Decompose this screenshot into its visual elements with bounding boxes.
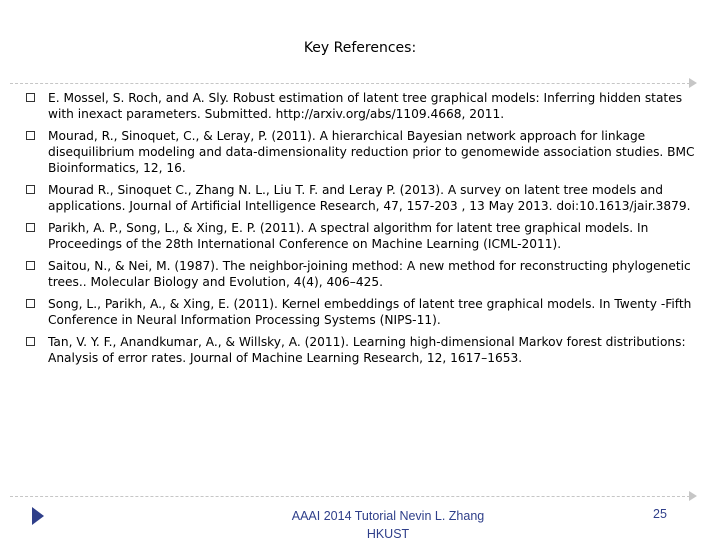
page-number: 25 xyxy=(653,507,667,521)
footer-line: AAAI 2014 Tutorial Nevin L. Zhang xyxy=(291,509,485,523)
divider-arrow-icon xyxy=(689,491,697,501)
slide-title: Key References: xyxy=(303,40,417,56)
checkbox-bullet-icon xyxy=(26,93,35,102)
checkbox-bullet-icon xyxy=(26,185,35,194)
top-divider xyxy=(10,83,690,84)
reference-item xyxy=(26,220,696,252)
checkbox-bullet-icon xyxy=(26,223,35,232)
checkbox-bullet-icon xyxy=(26,261,35,270)
reference-text: E. Mossel, S. Roch, and A. Sly. Robust estimation of latent tree graphical models: Inferring hidden states with inexact parameters. Submitted. http://arxiv.org/abs/1109.4668, 2011. xyxy=(48,91,683,121)
reference-text: Mourad, R., Sinoquet, C., & Leray, P. (2011). A hierarchical Bayesian network approach for linkage disequilibrium modeling and data-dimensionality reduction prior to genomewide association studies. BMC Bioinformatics, 12, 16. xyxy=(48,129,695,175)
nav-arrow-icon[interactable] xyxy=(32,507,44,525)
checkbox-bullet-icon xyxy=(26,131,35,140)
reference-text: Song, L., Parikh, A., & Xing, E. (2011). Kernel embeddings of latent tree graphical models. In Twenty -Fifth Conference in Neural Information Processing Systems (NIPS-11). xyxy=(48,297,692,327)
reference-text: Tan, V. Y. F., Anandkumar, A., & Willsky, A. (2011). Learning high-dimensional Markov forest distributions: Analysis of error rates. Journal of Machine Learning Research, 12, 1617–1653. xyxy=(48,335,686,365)
reference-text: Mourad R., Sinoquet C., Zhang N. L., Liu T. F. and Leray P. (2013). A survey on latent tree models and applications. Journal of Artificial Intelligence Research, 47, 157-203 , 13 May 2013. doi:10.1613/jair.3879. xyxy=(48,183,691,213)
reference-item xyxy=(26,334,696,366)
reference-item xyxy=(26,90,696,122)
reference-item xyxy=(26,296,696,328)
reference-item xyxy=(26,182,696,214)
checkbox-bullet-icon xyxy=(26,299,35,308)
divider-arrow-icon xyxy=(689,78,697,88)
reference-list xyxy=(26,90,696,366)
bottom-divider xyxy=(10,496,690,497)
footer-credit xyxy=(268,507,508,543)
reference-item xyxy=(26,258,696,290)
reference-text: Saitou, N., & Nei, M. (1987). The neighbor-joining method: A new method for reconstructing phylogenetic trees.. Molecular Biology and Evolution, 4(4), 406–425. xyxy=(48,259,691,289)
checkbox-bullet-icon xyxy=(26,337,35,346)
footer-affiliation: HKUST xyxy=(366,527,410,541)
reference-text: Parikh, A. P., Song, L., & Xing, E. P. (2011). A spectral algorithm for latent tree graphical models. In Proceedings of the 28th International Conference on Machine Learning (ICML-2011). xyxy=(48,221,649,251)
reference-item xyxy=(26,128,696,176)
